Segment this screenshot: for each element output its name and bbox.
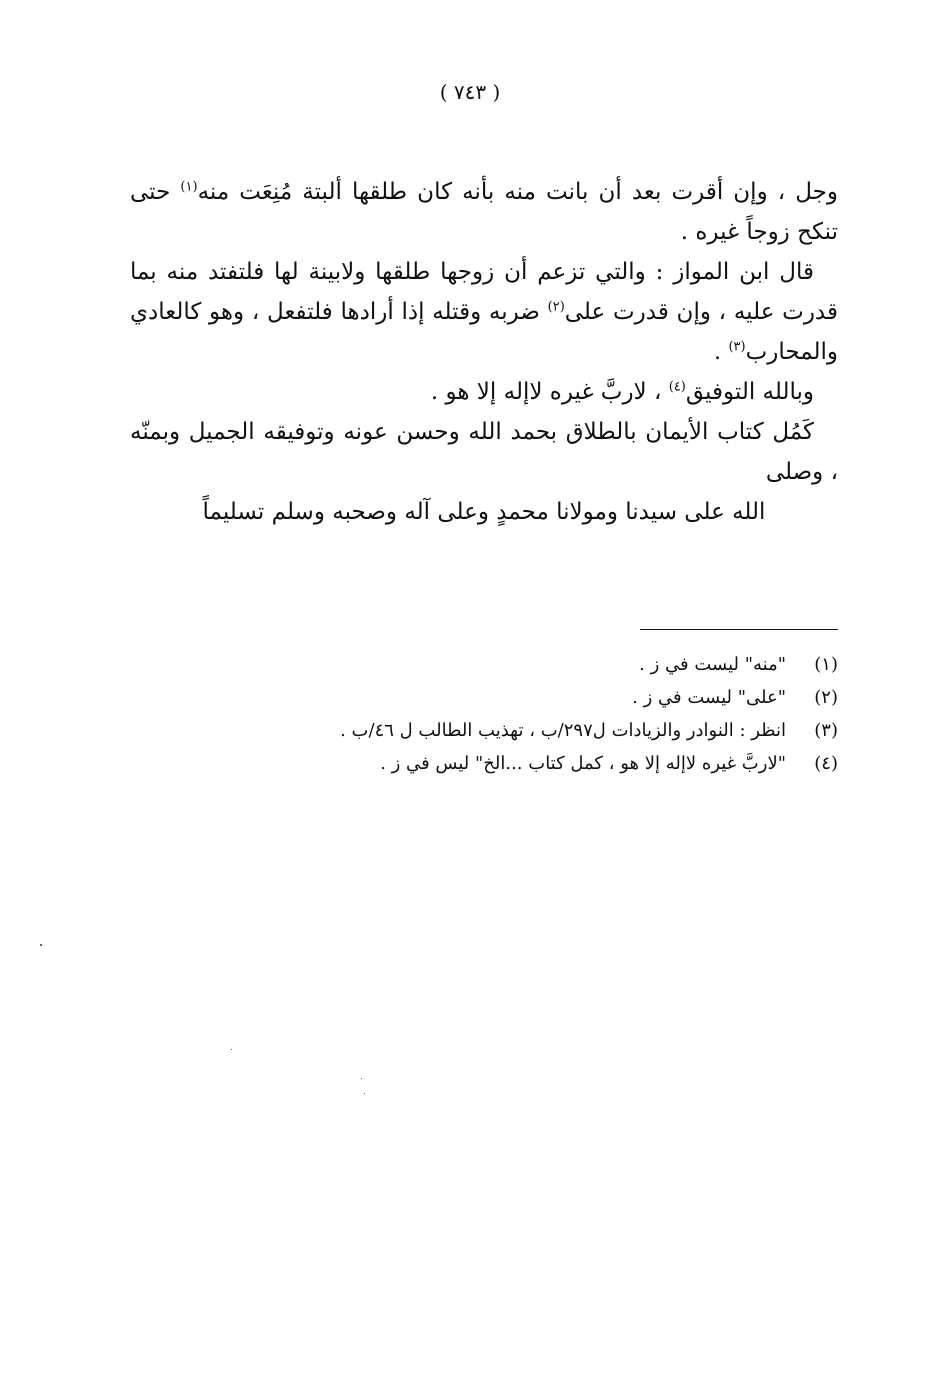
footnote-1 [200,648,838,681]
footnote-number: (٢) [814,687,838,708]
paragraph-2 [130,252,838,372]
scan-speck [40,944,42,946]
footnote-number: (١) [814,654,838,675]
footnote-number: (٤) [814,753,838,774]
paragraph-2-text-end: . [713,339,729,365]
paragraph-1 [130,172,838,252]
main-text [130,172,838,532]
paragraph-2-text-middle: ضربه وقتله إذا أرادها فلتفعل ، وهو كالعادي والمحارب [130,299,838,365]
footnotes [200,648,838,780]
footnote-3 [200,714,838,747]
paragraph-1-text-start: وجل ، وإن أقرت بعد أن بانت منه بأنه كان طلقها ألبتة مُنِعَت منه [197,179,839,205]
footnote-text: "منه" ليست في ز . [639,654,786,675]
paragraph-3-text-end: ، لاربَّ غيره لاإله إلا هو . [430,379,669,405]
footnote-text: "على" ليست في ز . [632,687,786,708]
footnote-ref-3: (٣) [728,339,746,355]
colophon-line-2: الله على سيدنا ومولانا محمدٍ وعلى آله وصحبه وسلم تسليماً [202,499,766,525]
footnote-4 [200,747,838,780]
footnote-number: (٣) [814,720,838,741]
footnote-text: انظر : النوادر والزيادات ل٢٩٧/ب ، تهذيب الطالب ل ٤٦/ب . [340,720,786,741]
paragraph-3-text-start: وبالله التوفيق [685,379,814,405]
scan-speck [361,1078,362,1079]
scan-speck [231,1049,232,1050]
paragraph-3 [130,372,838,412]
paragraph-1-text-end: حتى تنكح زوجاً غيره . [130,179,838,245]
scan-speck [364,1093,365,1094]
paragraph-2-text-start: قال ابن المواز : والتي تزعم أن زوجها طلقها ولابينة لها فلتفتد منه بما قدرت عليه ، وإن قدرت على [130,259,838,325]
colophon-line-1: كَمُل كتاب الأيمان بالطلاق بحمد الله وحسن عونه وتوفيقه الجميل وبمنّه ، وصلى [130,419,838,485]
footnote-ref-4: (٤) [668,379,686,395]
footnote-divider [640,629,838,630]
footnote-ref-1: (١) [180,179,198,195]
footnote-2 [200,681,838,714]
footnote-text: "لاربَّ غيره لاإله إلا هو ، كمل كتاب ...الخ" ليس في ز . [380,753,786,774]
footnote-ref-2: (٢) [547,299,565,315]
page-number: ( ٧٤٣ ) [439,80,501,104]
